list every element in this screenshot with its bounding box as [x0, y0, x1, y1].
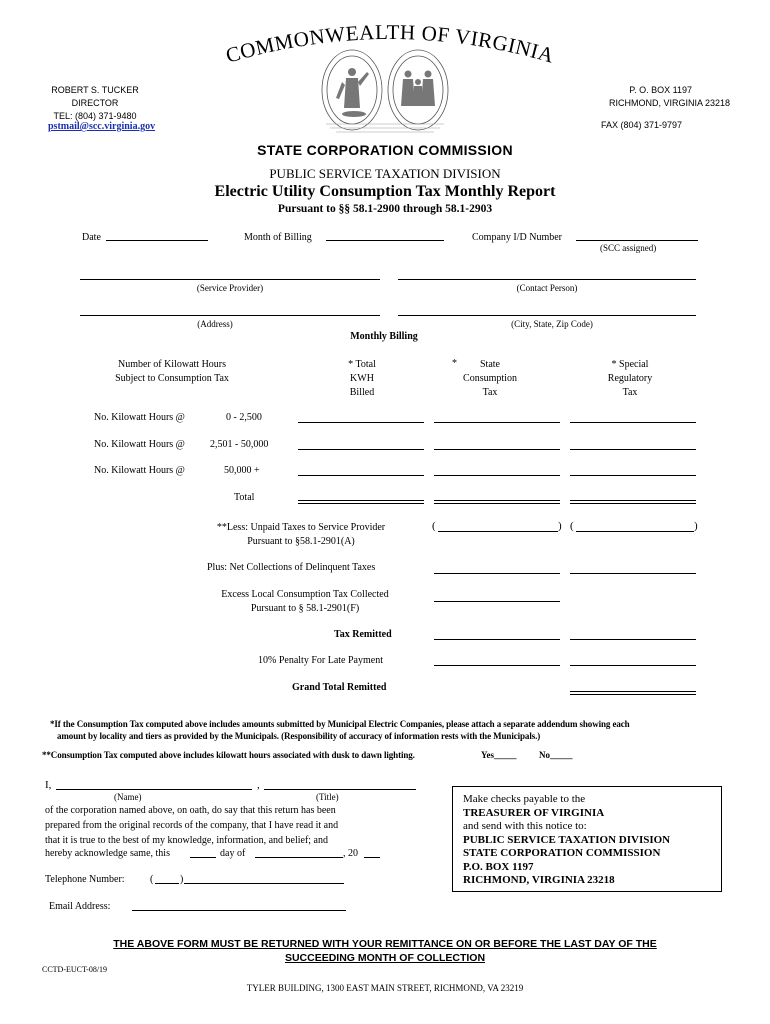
grand-total-field[interactable]	[570, 691, 696, 695]
remit-city: RICHMOND, VIRGINIA 23218	[463, 874, 615, 886]
remittance-box	[452, 786, 722, 892]
oath-name-field[interactable]	[56, 789, 252, 790]
penalty-label: 10% Penalty For Late Payment	[258, 655, 383, 666]
po-box: P. O. BOX 1197	[629, 85, 692, 95]
tax-remitted-special-field[interactable]	[570, 639, 696, 640]
remit-division: PUBLIC SERVICE TAXATION DIVISION	[463, 833, 671, 846]
state-seal-icon	[312, 42, 458, 140]
tier2-range: 2,501 - 50,000	[210, 439, 269, 450]
email-link[interactable]: pstmail@scc.virginia.gov	[48, 121, 156, 132]
remit-line1: Make checks payable to the	[463, 793, 586, 805]
oath-year-field[interactable]	[364, 857, 380, 858]
telephone-area-code-field[interactable]	[155, 883, 179, 884]
less-special-paren-close: )	[694, 520, 698, 532]
fax-number: FAX (804) 371-9797	[601, 120, 683, 130]
city-state-zip-caption: (City, State, Zip Code)	[511, 319, 593, 329]
service-provider-caption: (Service Provider)	[196, 283, 264, 293]
remit-line3: and send with this notice to:	[463, 820, 587, 832]
tier2-label: No. Kilowatt Hours @	[94, 439, 185, 450]
pursuant-statute: Pursuant to §§ 58.1-2900 through 58.1-2903	[277, 203, 493, 215]
oath-text-line1: of the corporation named above, on oath, do say that this return has been	[45, 805, 336, 816]
total-kwh-field[interactable]	[298, 500, 424, 504]
tier3-kwh-field[interactable]	[298, 475, 424, 476]
col-state-line1: State	[480, 359, 500, 370]
less-state-paren-close: )	[558, 520, 562, 532]
col-special-line1: * Special	[611, 359, 649, 370]
month-of-billing-label: Month of Billing	[244, 232, 312, 243]
oath-text-line2: prepared from the original records of the company, that I have read it and	[45, 820, 339, 831]
plus-special-tax-field[interactable]	[570, 573, 696, 574]
oath-day-of: day of	[220, 848, 246, 859]
date-field[interactable]	[106, 240, 208, 241]
tier1-kwh-field[interactable]	[298, 422, 424, 423]
email-label: Email Address:	[49, 901, 111, 912]
municipal-note-line2: amount by locality and tiers as provided by the Municipals. (Responsibility of accuracy of information rests with the Municipals.)	[57, 731, 541, 741]
excess-local-label: Excess Local Consumption Tax Collected	[221, 589, 389, 600]
tier1-label: No. Kilowatt Hours @	[94, 412, 185, 423]
col-special-line2: Regulatory	[607, 373, 653, 384]
month-of-billing-field[interactable]	[326, 240, 444, 241]
less-unpaid-statute: Pursuant to §58.1-2901(A)	[247, 536, 355, 547]
remit-payee: TREASURER OF VIRGINIA	[463, 806, 605, 819]
municipal-note-line1: *If the Consumption Tax computed above includes amounts submitted by Municipal Electric Companies, please attach a separate addendum showing each	[50, 719, 630, 729]
deadline-warning-line2: SUCCEEDING MONTH OF COLLECTION	[284, 952, 486, 964]
telephone-number-field[interactable]	[184, 883, 344, 884]
total-special-tax-field[interactable]	[570, 500, 696, 504]
scc-assigned-caption: (SCC assigned)	[600, 243, 657, 253]
svg-text:COMMONWEALTH OF VIRGINIA: COMMONWEALTH OF VIRGINIA	[223, 19, 557, 68]
address-field[interactable]	[80, 315, 380, 316]
commission-name: STATE CORPORATION COMMISSION	[257, 142, 513, 158]
dusk-dawn-no[interactable]: No_____	[539, 750, 573, 760]
col-state-line3: Tax	[482, 387, 498, 398]
grand-total-label: Grand Total Remitted	[292, 682, 387, 693]
dusk-dawn-yes[interactable]: Yes_____	[481, 750, 517, 760]
tier3-range: 50,000 +	[224, 465, 260, 476]
plus-state-tax-field[interactable]	[434, 573, 560, 574]
oath-month-field[interactable]	[255, 857, 343, 858]
col-desc-line2: Subject to Consumption Tax	[115, 373, 229, 384]
penalty-special-field[interactable]	[570, 665, 696, 666]
name-caption: (Name)	[114, 792, 142, 802]
total-label: Total	[234, 492, 255, 503]
division-name: PUBLIC SERVICE TAXATION DIVISION	[269, 166, 501, 181]
oath-comma: ,	[257, 779, 260, 791]
contact-person-caption: (Contact Person)	[516, 283, 578, 293]
address-caption: (Address)	[197, 319, 233, 329]
tax-remitted-label: Tax Remitted	[334, 629, 392, 640]
dusk-dawn-note: **Consumption Tax computed above includes kilowatt hours associated with dusk to dawn lighting.	[42, 750, 415, 760]
col-kwh-line2: KWH	[350, 373, 374, 384]
tier3-label: No. Kilowatt Hours @	[94, 465, 185, 476]
oath-day-field[interactable]	[190, 857, 216, 858]
telephone-paren-open: (	[150, 874, 154, 885]
plus-delinquent-label: Plus: Net Collections of Delinquent Taxes	[207, 562, 376, 573]
director-title: DIRECTOR	[71, 98, 119, 108]
col-desc-line1: Number of Kilowatt Hours	[117, 359, 227, 370]
tier3-special-tax-field[interactable]	[570, 475, 696, 476]
tier2-special-tax-field[interactable]	[570, 449, 696, 450]
tier1-range: 0 - 2,500	[226, 412, 262, 423]
form-code: CCTD-EUCT-08/19	[42, 965, 108, 974]
remit-po-box: P.O. BOX 1197	[463, 860, 534, 873]
date-label: Date	[82, 232, 101, 243]
less-unpaid-label: **Less: Unpaid Taxes to Service Provider	[216, 522, 386, 533]
service-provider-field[interactable]	[80, 279, 380, 280]
excess-local-statute: Pursuant to § 58.1-2901(F)	[250, 603, 360, 614]
company-id-field[interactable]	[576, 240, 698, 241]
director-tel: TEL: (804) 371-9480	[53, 111, 137, 121]
monthly-billing-heading: Monthly Billing	[350, 331, 418, 342]
total-state-tax-field[interactable]	[434, 500, 560, 504]
tier1-special-tax-field[interactable]	[570, 422, 696, 423]
col-kwh-line3: Billed	[349, 387, 375, 398]
less-special-tax-field[interactable]	[576, 531, 694, 532]
email-field[interactable]	[132, 910, 346, 911]
tier2-kwh-field[interactable]	[298, 449, 424, 450]
col-kwh-line1: * Total	[348, 359, 376, 370]
oath-i: I,	[45, 779, 52, 791]
oath-year-prefix: , 20	[343, 848, 358, 859]
tax-remitted-state-field[interactable]	[434, 639, 560, 640]
director-name: ROBERT S. TUCKER	[51, 85, 139, 95]
tier1-state-tax-field[interactable]	[434, 422, 560, 423]
less-state-tax-field[interactable]	[438, 531, 558, 532]
less-special-paren-open: (	[570, 520, 574, 532]
tier3-state-tax-field[interactable]	[434, 475, 560, 476]
penalty-state-field[interactable]	[434, 665, 560, 666]
col-state-line2: Consumption	[463, 373, 517, 384]
footer-address: TYLER BUILDING, 1300 EAST MAIN STREET, RICHMOND, VA 23219	[246, 983, 524, 993]
tier2-state-tax-field[interactable]	[434, 449, 560, 450]
title-caption: (Title)	[316, 792, 339, 802]
col-special-line3: Tax	[622, 387, 638, 398]
report-title: Electric Utility Consumption Tax Monthly Report	[214, 183, 556, 200]
less-state-paren-open: (	[432, 520, 436, 532]
col-state-star: *	[452, 358, 457, 369]
deadline-warning-line1: THE ABOVE FORM MUST BE RETURNED WITH YOUR REMITTANCE ON OR BEFORE THE LAST DAY OF THE	[113, 938, 657, 950]
oath-text-line3: that it is true to the best of my knowledge, information, and belief; and	[45, 835, 328, 846]
city-state-zip-field[interactable]	[398, 315, 696, 316]
contact-person-field[interactable]	[398, 279, 696, 280]
excess-state-tax-field[interactable]	[434, 601, 560, 602]
telephone-paren-close: )	[180, 874, 184, 885]
company-id-label: Company I/D Number	[472, 232, 562, 243]
oath-acknowledge: hereby acknowledge same, this	[45, 848, 170, 859]
telephone-label: Telephone Number:	[45, 874, 125, 885]
city-address: RICHMOND, VIRGINIA 23218	[608, 98, 730, 108]
oath-title-field[interactable]	[264, 789, 416, 790]
remit-commission: STATE CORPORATION COMMISSION	[463, 847, 661, 859]
